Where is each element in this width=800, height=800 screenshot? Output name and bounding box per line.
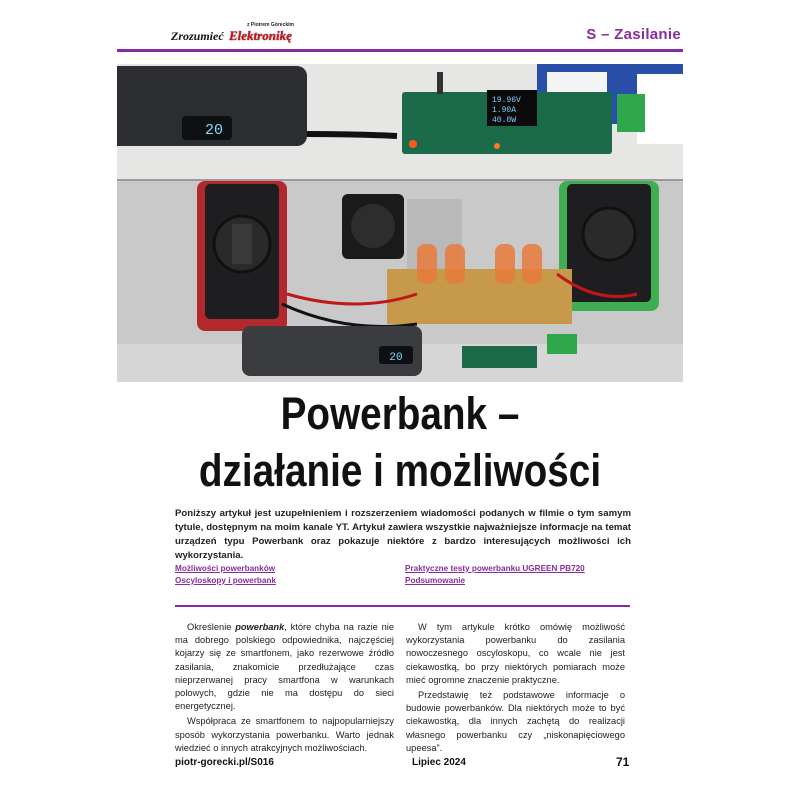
logo-subtitle: z Piotrem Góreckim <box>247 22 294 28</box>
footer-url[interactable]: piotr-gorecki.pl/S016 <box>175 757 274 768</box>
logo-word-1: Zrozumieć <box>171 29 224 43</box>
body-column-left <box>175 621 394 757</box>
page-number: 71 <box>616 755 630 769</box>
toc-left <box>175 563 276 587</box>
text-run: Określenie <box>187 622 236 632</box>
paragraph: Przedstawię też podstawowe informacje o budowie powerbanków. Dla niektórych może to być ciekawostką, dla innych zachętą do realizacji własnego powerbanku czy „niskonapięciowego upeesa”. <box>406 690 625 753</box>
text-run: , które chyba na razie nie ma dobrego polskiego odpowiednika, najczęściej kojarzy się ze smartfonem, jako rezerwowe źródło zasilania, znakomicie przedłużające czas nieprzerwanej pracy smartfona w warunkach polowych, gdzie nie ma dostępu do sieci energetycznej. <box>175 622 395 712</box>
toc-right <box>405 563 585 587</box>
section-divider <box>175 605 630 607</box>
oled-line-3: 40.0W <box>492 116 517 125</box>
oled-line-2: 1.90A <box>492 106 517 115</box>
logo-word-2: Elektronikę <box>229 28 292 43</box>
paragraph <box>175 621 394 713</box>
toc-link-podsumowanie[interactable]: Podsumowanie <box>405 576 466 585</box>
article-intro: Poniższy artykuł jest uzupełnieniem i rozszerzeniem wiadomości podanych w filmie o tym samym tytule, dostępnym na moim kanale YT. Artykuł zawiera wszystkie najważniejsze informacje na temat urządzeń typu Powerbank oraz pokazuje niektóre z bardzo interesujących możliwości ich wykorzystania. <box>175 508 631 561</box>
oled-line-1: 19.96V <box>492 96 521 105</box>
paragraph: Współpraca ze smartfonem to najpopularniejszy sposób wykorzystania powerbanku. Warto jednak wiedzieć o innych atrakcyjnych możliwościach. <box>175 716 394 753</box>
toc-link-mozliwosci[interactable]: Możliwości powerbanków <box>175 564 276 573</box>
body-column-right <box>406 621 625 757</box>
section-title: S – Zasilanie <box>586 26 681 43</box>
powerbank-display-top: 20 <box>204 122 224 139</box>
emphasis-powerbank: powerbank <box>235 622 285 632</box>
page-header <box>117 18 683 52</box>
toc-link-oscyloskopy[interactable]: Oscyloskopy i powerbank <box>175 576 277 585</box>
powerbank-display-bottom: 20 <box>389 352 403 364</box>
article-title-line-2: działanie i możliwości <box>198 445 602 496</box>
paragraph: W tym artykule krótko omówię możliwość wykorzystania powerbanku do zasilania nowoczesnego oscyloskopu, co wcale nie jest ciekawostką, bo przy niektórych pomiarach może mieć ogromne znaczenie praktyczne. <box>406 622 625 685</box>
footer-date: Lipiec 2024 <box>412 757 466 768</box>
toc-link-testy[interactable]: Praktyczne testy powerbanku UGREEN PB720 <box>405 564 585 573</box>
article-photo <box>117 64 683 382</box>
article-title-line-1: Powerbank – <box>280 388 520 439</box>
header-divider <box>117 49 683 52</box>
